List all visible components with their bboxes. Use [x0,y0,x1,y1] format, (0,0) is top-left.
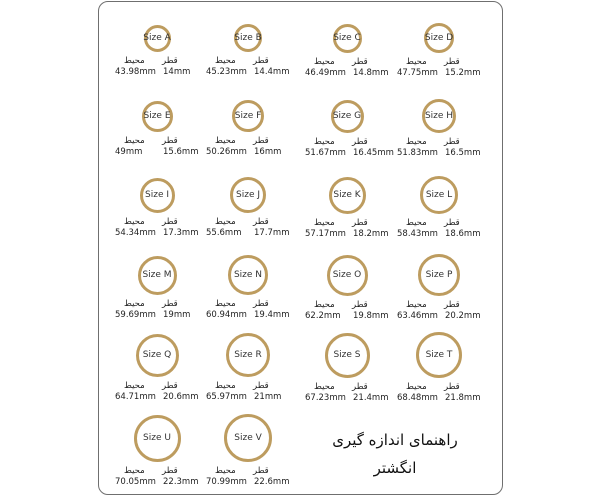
circumference-value: 65.97mm [206,392,247,402]
size-ring-k [329,177,366,214]
size-ring-m [138,256,177,295]
circumference-label: محیط [406,300,427,310]
circumference-label: محیط [124,216,145,227]
diameter-value: 22.3mm [163,476,199,487]
circumference-label: محیط [314,381,335,392]
circumference-value: 59.69mm [115,309,156,320]
diameter-value: 19.8mm [353,310,389,321]
size-name: Size Q [142,350,172,360]
diameter-value: 19.4mm [254,310,290,320]
guide-title [300,426,490,482]
diameter-label: قطر [162,465,178,476]
diameter-label: قطر [352,136,368,147]
circumference-value: 51.67mm [305,147,346,158]
size-name: Size U [143,433,171,443]
size-name: Size G [332,111,362,121]
circumference-label: محیط [314,217,335,228]
circumference-label: محیط [406,218,427,228]
circumference-value: 62.2mm [305,310,341,321]
diameter-label: قطر [253,299,269,309]
circumference-value: 63.46mm [397,311,438,321]
size-ring-b [234,24,262,52]
size-ring-c [333,24,362,53]
circumference-value: 49mm [115,146,143,157]
circumference-value: 64.71mm [115,391,156,402]
diameter-value: 16.45mm [353,147,394,158]
diameter-value: 22.6mm [254,477,290,487]
circumference-label: محیط [124,465,145,476]
size-name: Size I [145,190,169,200]
circumference-label: محیط [215,381,236,391]
diameter-value: 20.2mm [445,311,481,321]
diameter-label: قطر [253,56,269,66]
diameter-label: قطر [162,216,178,227]
circumference-label: محیط [215,217,236,227]
circumference-label: محیط [406,137,427,147]
size-name: Size H [424,111,454,121]
guide-title-line1: راهنمای اندازه گیری [332,431,458,449]
diameter-value: 21.8mm [445,393,481,403]
circumference-value: 55.6mm [206,228,242,238]
diameter-value: 16mm [254,147,282,157]
circumference-label: محیط [215,56,236,66]
circumference-label: محیط [124,298,145,309]
diameter-value: 20.6mm [163,391,199,402]
diameter-label: قطر [253,136,269,146]
size-ring-a [144,25,171,52]
circumference-label: محیط [314,299,335,310]
circumference-value: 54.34mm [115,227,156,238]
diameter-label: قطر [253,381,269,391]
circumference-label: محیط [124,55,145,66]
diameter-value: 17.7mm [254,228,290,238]
size-name: Size C [333,33,361,43]
diameter-label: قطر [352,217,368,228]
size-ring-u [134,415,181,462]
diameter-label: قطر [352,299,368,310]
size-name: Size V [234,433,262,443]
size-ring-d [424,23,454,53]
size-ring-s [325,333,370,378]
circumference-label: محیط [314,136,335,147]
circumference-value: 50.26mm [206,147,247,157]
guide-title-line2: انگشتر [373,459,417,477]
diameter-value: 14.4mm [254,67,290,77]
size-ring-l [420,176,458,214]
size-ring-g [331,100,364,133]
diameter-label: قطر [352,56,368,67]
size-name: Size F [234,111,262,121]
diameter-label: قطر [444,57,460,67]
circumference-value: 51.83mm [397,148,438,158]
circumference-value: 67.23mm [305,392,346,403]
diameter-value: 17.3mm [163,227,199,238]
circumference-value: 47.75mm [397,68,438,78]
diameter-label: قطر [162,380,178,391]
circumference-label: محیط [406,57,427,67]
circumference-value: 46.49mm [305,67,346,78]
size-name: Size R [234,350,262,360]
size-ring-t [416,332,462,378]
size-ring-p [418,254,460,296]
size-name: Size A [143,33,171,43]
size-name: Size S [333,350,361,360]
size-name: Size T [425,350,453,360]
size-ring-e [142,101,173,132]
circumference-label: محیط [314,56,335,67]
size-name: Size E [143,111,171,121]
size-ring-q [136,334,179,377]
size-ring-h [422,99,456,133]
diameter-value: 15.2mm [445,68,481,78]
circumference-value: 68.48mm [397,393,438,403]
size-ring-o [327,255,368,296]
diameter-value: 19mm [163,309,191,320]
circumference-value: 57.17mm [305,228,346,239]
diameter-label: قطر [162,298,178,309]
circumference-label: محیط [215,136,236,146]
size-name: Size P [425,270,453,280]
circumference-label: محیط [124,135,145,146]
circumference-label: محیط [215,466,236,476]
diameter-value: 14.8mm [353,67,389,78]
size-name: Size K [333,190,361,200]
diameter-value: 21mm [254,392,282,402]
circumference-value: 45.23mm [206,67,247,77]
size-name: Size D [424,33,454,43]
size-name: Size O [332,270,362,280]
diameter-label: قطر [253,466,269,476]
size-ring-r [226,333,270,377]
size-name: Size M [142,270,172,280]
size-name: Size N [233,270,263,280]
size-ring-n [228,255,268,295]
diameter-label: قطر [162,55,178,66]
diameter-label: قطر [444,382,460,392]
size-ring-v [224,414,272,462]
diameter-value: 14mm [163,66,191,77]
diameter-label: قطر [352,381,368,392]
diameter-value: 16.5mm [445,148,481,158]
circumference-value: 70.05mm [115,476,156,487]
circumference-value: 70.99mm [206,477,247,487]
size-ring-j [230,177,266,213]
diameter-label: قطر [253,217,269,227]
size-ring-f [232,100,264,132]
diameter-label: قطر [444,137,460,147]
size-name: Size B [234,33,262,43]
diameter-label: قطر [444,218,460,228]
size-ring-i [140,178,175,213]
diameter-value: 21.4mm [353,392,389,403]
size-name: Size J [236,190,260,200]
circumference-label: محیط [406,382,427,392]
diameter-value: 15.6mm [163,146,199,157]
circumference-value: 60.94mm [206,310,247,320]
size-name: Size L [425,190,453,200]
circumference-label: محیط [215,299,236,309]
circumference-value: 43.98mm [115,66,156,77]
diameter-label: قطر [162,135,178,146]
diameter-value: 18.6mm [445,229,481,239]
diameter-label: قطر [444,300,460,310]
circumference-label: محیط [124,380,145,391]
circumference-value: 58.43mm [397,229,438,239]
diameter-value: 18.2mm [353,228,389,239]
